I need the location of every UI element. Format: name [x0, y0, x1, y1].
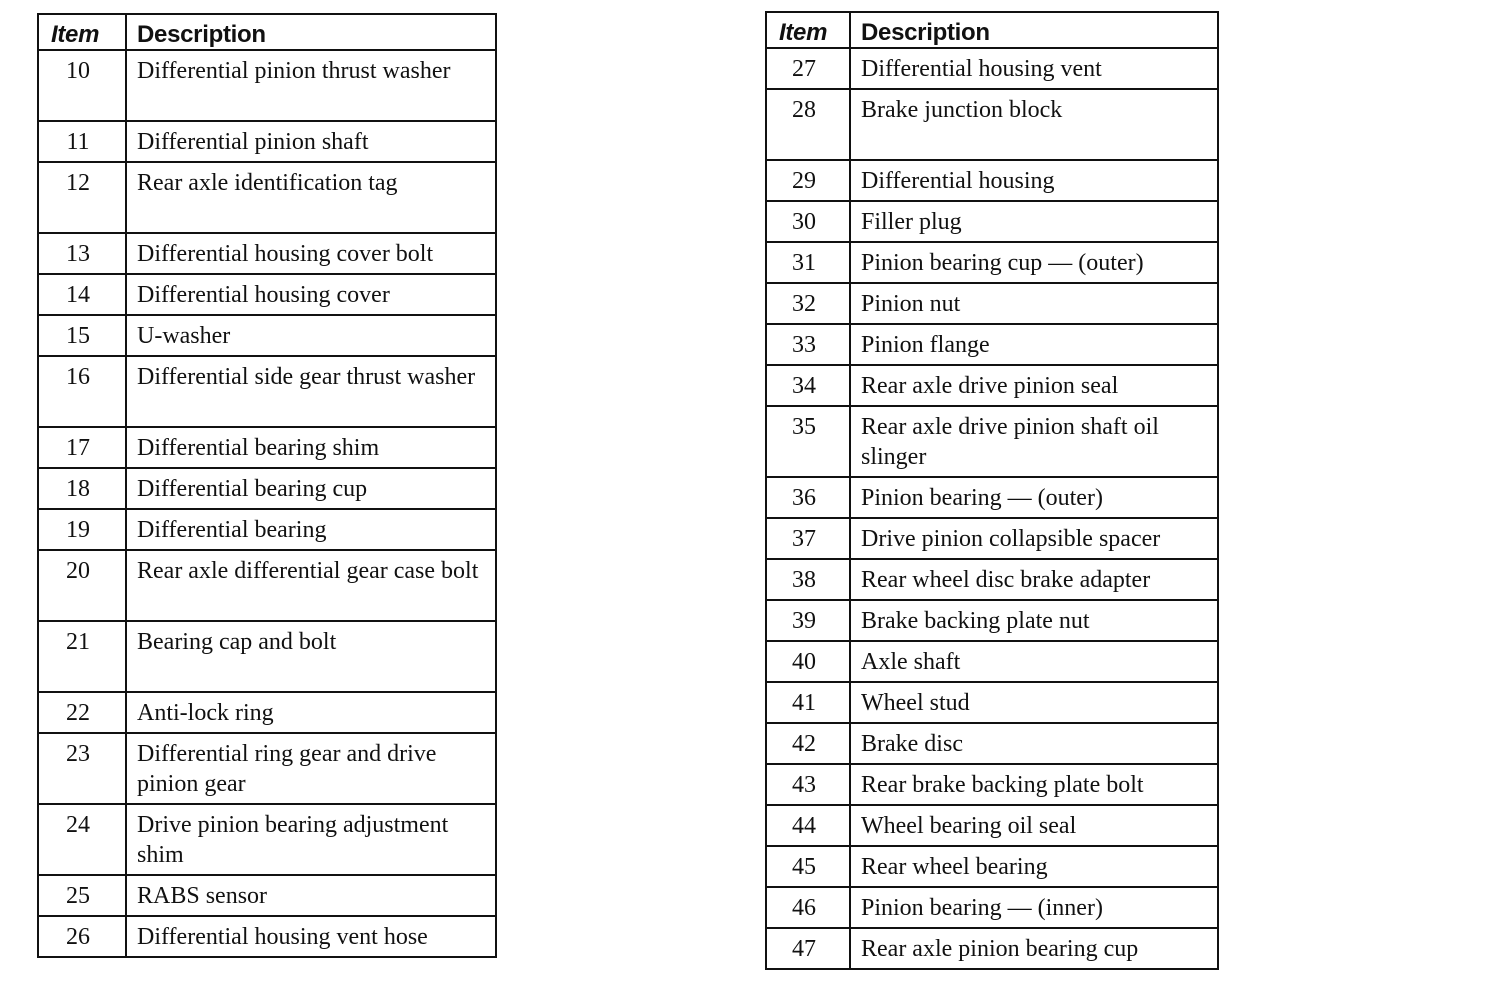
- description-cell: Rear axle drive pinion shaft oil slinger: [850, 406, 1218, 477]
- table-row: [38, 356, 496, 427]
- description-cell: Differential ring gear and drive pinion gear: [126, 733, 496, 804]
- description-cell: Differential bearing shim: [126, 427, 496, 468]
- table-row: [766, 160, 1218, 201]
- item-number-cell: 42: [766, 723, 850, 764]
- item-number-cell: 37: [766, 518, 850, 559]
- table-row: [38, 875, 496, 916]
- description-cell: Differential bearing cup: [126, 468, 496, 509]
- description-cell: Differential housing vent: [850, 48, 1218, 89]
- table-row: [766, 600, 1218, 641]
- description-cell: Rear axle drive pinion seal: [850, 365, 1218, 406]
- item-number-cell: 29: [766, 160, 850, 201]
- description-cell: Differential housing: [850, 160, 1218, 201]
- table-row: [766, 406, 1218, 477]
- table-header-row: [766, 12, 1218, 48]
- table-row: [38, 121, 496, 162]
- description-cell: Differential housing vent hose: [126, 916, 496, 957]
- table-row: [766, 559, 1218, 600]
- item-number-cell: 43: [766, 764, 850, 805]
- description-cell: Brake backing plate nut: [850, 600, 1218, 641]
- item-number-cell: 46: [766, 887, 850, 928]
- description-cell: Drive pinion collapsible spacer: [850, 518, 1218, 559]
- table-row: [766, 805, 1218, 846]
- description-cell: Drive pinion bearing adjustment shim: [126, 804, 496, 875]
- description-cell: Wheel bearing oil seal: [850, 805, 1218, 846]
- item-number-cell: 12: [38, 162, 126, 233]
- description-cell: Pinion bearing cup — (outer): [850, 242, 1218, 283]
- parts-table-left: [37, 13, 497, 958]
- description-cell: RABS sensor: [126, 875, 496, 916]
- table-row: [766, 723, 1218, 764]
- table-row: [38, 427, 496, 468]
- item-number-cell: 30: [766, 201, 850, 242]
- table-row: [38, 274, 496, 315]
- table-row: [38, 50, 496, 121]
- description-cell: Rear wheel bearing: [850, 846, 1218, 887]
- description-cell: Wheel stud: [850, 682, 1218, 723]
- description-cell: Differential pinion shaft: [126, 121, 496, 162]
- parts-table-right-body: [766, 48, 1218, 969]
- description-cell: Differential bearing: [126, 509, 496, 550]
- table-row: [766, 641, 1218, 682]
- table-row: [766, 283, 1218, 324]
- item-number-cell: 28: [766, 89, 850, 160]
- item-number-cell: 47: [766, 928, 850, 969]
- description-column-header: Description: [126, 14, 496, 50]
- item-number-cell: 32: [766, 283, 850, 324]
- item-number-cell: 20: [38, 550, 126, 621]
- item-number-cell: 44: [766, 805, 850, 846]
- item-number-cell: 27: [766, 48, 850, 89]
- description-cell: U-washer: [126, 315, 496, 356]
- item-number-cell: 15: [38, 315, 126, 356]
- table-row: [766, 928, 1218, 969]
- table-row: [38, 233, 496, 274]
- table-row: [38, 692, 496, 733]
- description-cell: Pinion bearing — (inner): [850, 887, 1218, 928]
- table-row: [766, 887, 1218, 928]
- table-row: [766, 89, 1218, 160]
- parts-table-left-body: [38, 50, 496, 957]
- table-row: [38, 509, 496, 550]
- item-number-cell: 13: [38, 233, 126, 274]
- description-cell: Rear axle pinion bearing cup: [850, 928, 1218, 969]
- description-cell: Anti-lock ring: [126, 692, 496, 733]
- item-number-cell: 26: [38, 916, 126, 957]
- table-row: [38, 162, 496, 233]
- description-cell: Rear axle identification tag: [126, 162, 496, 233]
- item-number-cell: 23: [38, 733, 126, 804]
- item-number-cell: 18: [38, 468, 126, 509]
- description-cell: Rear axle differential gear case bolt: [126, 550, 496, 621]
- description-cell: Differential side gear thrust washer: [126, 356, 496, 427]
- item-column-header: Item: [38, 14, 126, 50]
- item-number-cell: 40: [766, 641, 850, 682]
- table-header-row: [38, 14, 496, 50]
- table-row: [766, 365, 1218, 406]
- table-row: [766, 242, 1218, 283]
- description-cell: Differential housing cover bolt: [126, 233, 496, 274]
- item-number-cell: 39: [766, 600, 850, 641]
- description-cell: Pinion flange: [850, 324, 1218, 365]
- table-row: [766, 764, 1218, 805]
- item-number-cell: 22: [38, 692, 126, 733]
- description-cell: Pinion bearing — (outer): [850, 477, 1218, 518]
- item-number-cell: 34: [766, 365, 850, 406]
- description-cell: Rear wheel disc brake adapter: [850, 559, 1218, 600]
- table-row: [38, 315, 496, 356]
- item-number-cell: 16: [38, 356, 126, 427]
- description-cell: Filler plug: [850, 201, 1218, 242]
- description-cell: Differential pinion thrust washer: [126, 50, 496, 121]
- item-column-header: Item: [766, 12, 850, 48]
- item-number-cell: 45: [766, 846, 850, 887]
- description-cell: Differential housing cover: [126, 274, 496, 315]
- item-number-cell: 38: [766, 559, 850, 600]
- item-number-cell: 41: [766, 682, 850, 723]
- description-cell: Rear brake backing plate bolt: [850, 764, 1218, 805]
- parts-table-right: [765, 11, 1219, 970]
- table-row: [38, 621, 496, 692]
- description-cell: Brake junction block: [850, 89, 1218, 160]
- item-number-cell: 21: [38, 621, 126, 692]
- item-number-cell: 33: [766, 324, 850, 365]
- table-row: [766, 48, 1218, 89]
- item-number-cell: 11: [38, 121, 126, 162]
- item-number-cell: 14: [38, 274, 126, 315]
- item-number-cell: 19: [38, 509, 126, 550]
- table-row: [38, 733, 496, 804]
- description-cell: Pinion nut: [850, 283, 1218, 324]
- item-number-cell: 36: [766, 477, 850, 518]
- table-row: [38, 916, 496, 957]
- table-row: [766, 518, 1218, 559]
- table-row: [38, 468, 496, 509]
- table-row: [766, 201, 1218, 242]
- item-number-cell: 17: [38, 427, 126, 468]
- item-number-cell: 25: [38, 875, 126, 916]
- table-row: [38, 804, 496, 875]
- table-row: [766, 477, 1218, 518]
- table-row: [38, 550, 496, 621]
- description-cell: Bearing cap and bolt: [126, 621, 496, 692]
- table-row: [766, 682, 1218, 723]
- item-number-cell: 24: [38, 804, 126, 875]
- table-row: [766, 846, 1218, 887]
- description-column-header: Description: [850, 12, 1218, 48]
- item-number-cell: 35: [766, 406, 850, 477]
- item-number-cell: 10: [38, 50, 126, 121]
- item-number-cell: 31: [766, 242, 850, 283]
- description-cell: Brake disc: [850, 723, 1218, 764]
- description-cell: Axle shaft: [850, 641, 1218, 682]
- table-row: [766, 324, 1218, 365]
